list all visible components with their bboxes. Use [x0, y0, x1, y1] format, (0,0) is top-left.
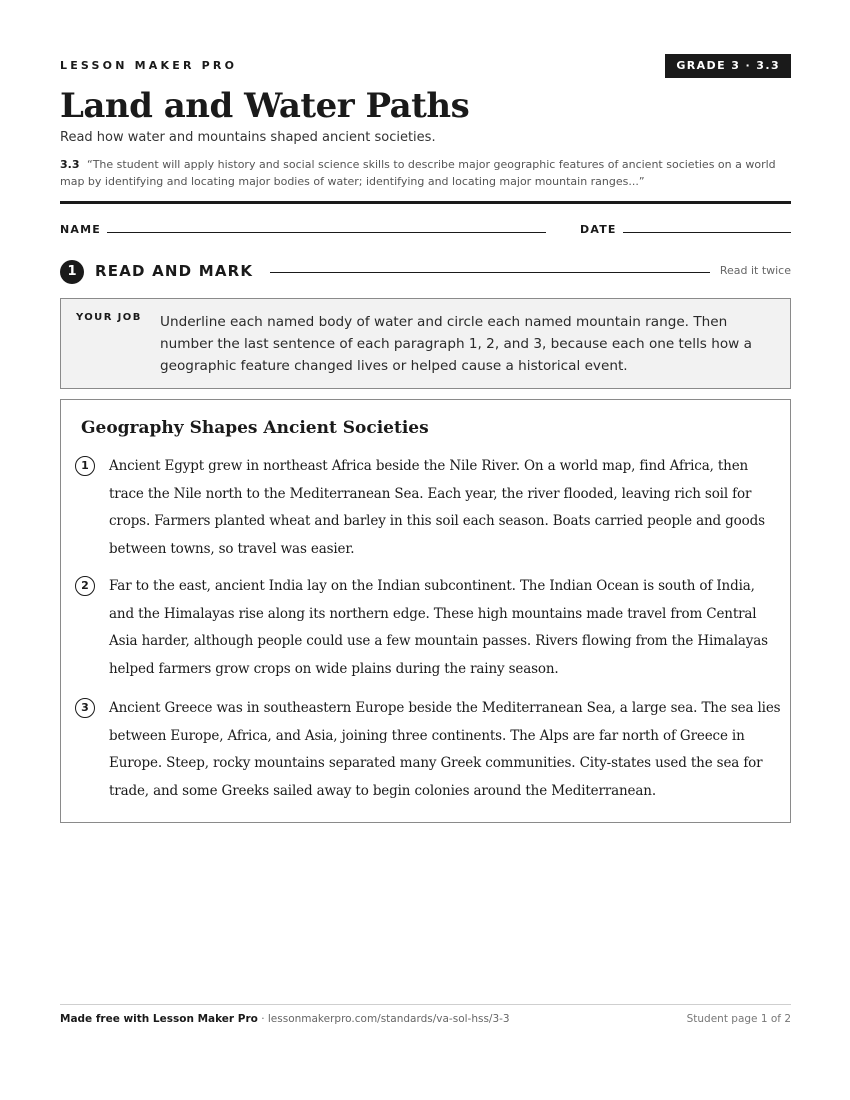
standard-text: [60, 156, 791, 190]
date-field[interactable]: [623, 232, 791, 233]
paragraph-number: 1: [75, 456, 95, 476]
footer-divider: [60, 1004, 791, 1005]
paragraph-number: 2: [75, 576, 95, 596]
section-title: READ AND MARK: [95, 262, 254, 280]
paragraph-number: 3: [75, 698, 95, 718]
your-job-box: [60, 298, 791, 389]
grade-badge: GRADE 3 · 3.3: [665, 54, 791, 78]
section-divider: [270, 272, 710, 273]
footer-url[interactable]: · lessonmakerpro.com/standards/va-sol-hss/3-3: [257, 1013, 510, 1025]
your-job-instructions: Underline each named body of water and circle each named mountain range. Then number the last sentence of each paragraph 1, 2, and 3, because each one tells how a geographic feature changed lives or helped cause a historical event.: [160, 314, 752, 374]
standard-code: 3.3: [60, 158, 80, 171]
date-label: DATE: [580, 223, 617, 236]
section-number: 1: [60, 260, 84, 284]
your-job-label: YOUR JOB: [76, 312, 142, 323]
paragraph-text: Ancient Greece was in southeastern Europe beside the Mediterranean Sea, a large sea. The sea lies between Europe, Africa, and Asia, joining three continents. The Alps are far north of Greece in Europe. Steep, rocky mountains separated many Greek communities. City-states used the sea for trade, and some Greeks sailed away to begin colonies around the Mediterranean.: [109, 700, 781, 799]
name-label: NAME: [60, 223, 101, 236]
paragraph-text: Far to the east, ancient India lay on the Indian subcontinent. The Indian Ocean is south of India, and the Himalayas rise along its northern edge. These high mountains made travel from Central Asia harder, although people could use a few mountain passes. Rivers flowing from the Himalayas helped farmers grow crops on wide plains during the rainy season.: [109, 578, 768, 677]
worksheet-page: [60, 0, 791, 1100]
header-divider: [60, 201, 791, 204]
paragraph-text: Ancient Egypt grew in northeast Africa beside the Nile River. On a world map, find Africa, then trace the Nile north to the Mediterranean Sea. Each year, the river flooded, leaving rich soil for crops. Farmers planted wheat and barley in this soil each season. Boats carried people and goods between towns, so travel was easier.: [109, 458, 765, 557]
passage-title: Geography Shapes Ancient Societies: [81, 418, 429, 438]
brand-label: LESSON MAKER PRO: [60, 59, 238, 72]
reading-passage: [60, 399, 791, 823]
footer-credit: [60, 1013, 510, 1025]
page-subtitle: Read how water and mountains shaped ancient societies.: [60, 130, 436, 145]
footer-made-with: Made free with Lesson Maker Pro: [60, 1013, 258, 1025]
footer-page-number: Student page 1 of 2: [686, 1013, 791, 1025]
name-field[interactable]: [107, 232, 546, 233]
page-title: Land and Water Paths: [60, 86, 470, 126]
standard-quote: “The student will apply history and social science skills to describe major geographic features of ancient societies on a world map by identifying and locating major bodies of water; identifying and locating major mountain ranges...”: [60, 158, 776, 188]
section-note: Read it twice: [719, 264, 791, 277]
